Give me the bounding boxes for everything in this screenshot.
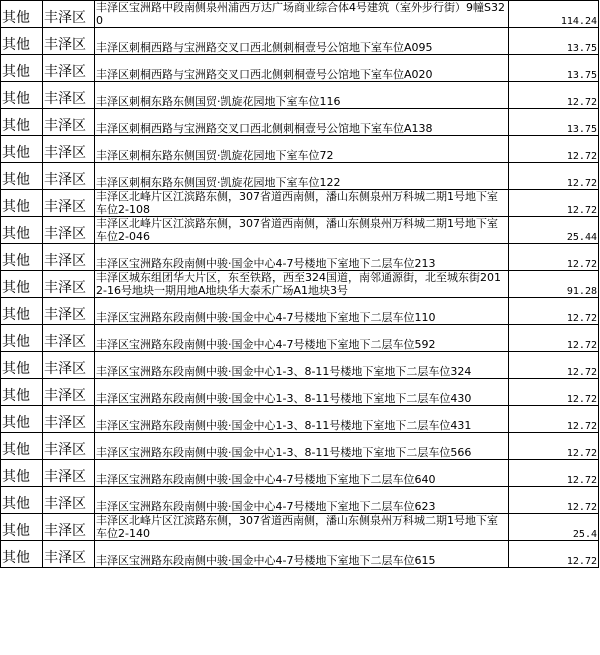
district-cell-text: 丰泽区 (44, 226, 86, 242)
area-cell (509, 298, 599, 325)
district-cell-text: 丰泽区 (44, 469, 86, 485)
address-cell (95, 460, 509, 487)
area-cell-text: 114.24 (560, 16, 597, 27)
address-cell (95, 109, 509, 136)
area-cell (509, 325, 599, 352)
table-row (1, 271, 599, 298)
type-cell-text: 其他 (2, 469, 30, 485)
district-cell-text: 丰泽区 (44, 91, 86, 107)
district-cell-text: 丰泽区 (44, 253, 86, 269)
type-cell-text: 其他 (2, 334, 30, 350)
address-cell (95, 433, 509, 460)
type-cell-text: 其他 (2, 118, 30, 134)
type-cell-text: 其他 (2, 172, 30, 188)
type-cell-text: 其他 (2, 91, 30, 107)
address-cell-text: 丰泽区宝洲路东段南侧中骏·国金中心4-7号楼地下室地下二层车位640 (96, 473, 436, 486)
type-cell (1, 433, 43, 460)
type-cell-text: 其他 (2, 226, 30, 242)
type-cell-text: 其他 (2, 280, 30, 296)
type-cell (1, 271, 43, 298)
area-cell (509, 82, 599, 109)
type-cell-text: 其他 (2, 496, 30, 512)
type-cell (1, 541, 43, 568)
district-cell-text: 丰泽区 (44, 199, 86, 215)
type-cell (1, 352, 43, 379)
area-cell-text: 12.72 (566, 556, 597, 567)
address-cell-text: 丰泽区北峰片区江滨路东侧，307省道西南侧，潘山东侧泉州万科城二期1号地下室车位2-046 (96, 217, 498, 243)
address-cell (95, 136, 509, 163)
area-cell (509, 460, 599, 487)
type-cell (1, 325, 43, 352)
district-cell-text: 丰泽区 (44, 496, 86, 512)
district-cell (43, 433, 95, 460)
district-cell (43, 406, 95, 433)
district-cell-text: 丰泽区 (44, 307, 86, 323)
district-cell-text: 丰泽区 (44, 415, 86, 431)
area-cell-text: 12.72 (566, 340, 597, 351)
address-cell-text: 丰泽区宝洲路东段南侧中骏·国金中心1-3、8-11号楼地下室地下二层车位431 (96, 419, 472, 432)
area-cell-text: 12.72 (566, 151, 597, 162)
area-cell (509, 487, 599, 514)
district-cell-text: 丰泽区 (44, 37, 86, 53)
district-cell (43, 541, 95, 568)
type-cell-text: 其他 (2, 253, 30, 269)
table-row (1, 460, 599, 487)
type-cell (1, 190, 43, 217)
area-cell (509, 1, 599, 28)
type-cell-text: 其他 (2, 64, 30, 80)
type-cell-text: 其他 (2, 37, 30, 53)
address-cell-text: 丰泽区刺桐西路与宝洲路交叉口西北侧刺桐壹号公馆地下室车位A020 (96, 68, 433, 81)
address-cell (95, 244, 509, 271)
area-cell-text: 12.72 (566, 502, 597, 513)
address-cell (95, 1, 509, 28)
area-cell-text: 12.72 (566, 475, 597, 486)
table-row (1, 109, 599, 136)
area-cell (509, 109, 599, 136)
type-cell-text: 其他 (2, 361, 30, 377)
area-cell (509, 136, 599, 163)
district-cell (43, 82, 95, 109)
type-cell (1, 109, 43, 136)
table-row (1, 406, 599, 433)
area-cell-text: 12.72 (566, 205, 597, 216)
type-cell-text: 其他 (2, 145, 30, 161)
district-cell-text: 丰泽区 (44, 280, 86, 296)
district-cell (43, 136, 95, 163)
address-cell-text: 丰泽区宝洲路东段南侧中骏·国金中心4-7号楼地下室地下二层车位592 (96, 338, 436, 351)
table-row (1, 541, 599, 568)
address-cell (95, 55, 509, 82)
district-cell-text: 丰泽区 (44, 10, 86, 26)
area-cell (509, 406, 599, 433)
area-cell (509, 217, 599, 244)
type-cell-text: 其他 (2, 442, 30, 458)
area-cell-text: 12.72 (566, 178, 597, 189)
address-cell-text: 丰泽区宝洲路东段南侧中骏·国金中心1-3、8-11号楼地下室地下二层车位430 (96, 392, 472, 405)
district-cell-text: 丰泽区 (44, 145, 86, 161)
table-row (1, 487, 599, 514)
table-row (1, 55, 599, 82)
district-cell-text: 丰泽区 (44, 442, 86, 458)
type-cell (1, 460, 43, 487)
area-cell-text: 25.44 (566, 232, 597, 243)
address-cell (95, 217, 509, 244)
district-cell-text: 丰泽区 (44, 361, 86, 377)
type-cell (1, 217, 43, 244)
area-cell (509, 541, 599, 568)
type-cell-text: 其他 (2, 199, 30, 215)
type-cell (1, 1, 43, 28)
type-cell (1, 55, 43, 82)
address-cell-text: 丰泽区宝洲路东段南侧中骏·国金中心4-7号楼地下室地下二层车位110 (96, 311, 436, 324)
area-cell-text: 12.72 (566, 394, 597, 405)
table-row (1, 433, 599, 460)
district-cell-text: 丰泽区 (44, 523, 86, 539)
table-row (1, 163, 599, 190)
type-cell-text: 其他 (2, 388, 30, 404)
address-cell-text: 丰泽区刺桐西路与宝洲路交叉口西北侧刺桐壹号公馆地下室车位A095 (96, 41, 433, 54)
area-cell-text: 12.72 (566, 367, 597, 378)
district-cell (43, 352, 95, 379)
district-cell-text: 丰泽区 (44, 64, 86, 80)
table-row (1, 82, 599, 109)
district-cell (43, 460, 95, 487)
district-cell-text: 丰泽区 (44, 334, 86, 350)
area-cell (509, 163, 599, 190)
table-row (1, 28, 599, 55)
type-cell (1, 136, 43, 163)
address-cell-text: 丰泽区刺桐东路东侧国贸·凯旋花园地下室车位122 (96, 176, 341, 189)
district-cell (43, 271, 95, 298)
district-cell (43, 1, 95, 28)
area-cell-text: 13.75 (566, 43, 597, 54)
type-cell-text: 其他 (2, 550, 30, 566)
area-cell-text: 13.75 (566, 124, 597, 135)
address-cell-text: 丰泽区城东组团华大片区，东至铁路，西至324国道，南邻通源街，北至城东街2012-16号地块一期用地A地块华大泰禾广场A1地块3号 (96, 271, 501, 297)
address-cell (95, 514, 509, 541)
address-cell (95, 298, 509, 325)
type-cell (1, 244, 43, 271)
area-cell-text: 12.72 (566, 448, 597, 459)
area-cell (509, 244, 599, 271)
district-cell (43, 487, 95, 514)
area-cell (509, 379, 599, 406)
type-cell-text: 其他 (2, 10, 30, 26)
district-cell (43, 325, 95, 352)
address-cell (95, 28, 509, 55)
address-cell (95, 163, 509, 190)
district-cell (43, 28, 95, 55)
district-cell-text: 丰泽区 (44, 550, 86, 566)
area-cell (509, 190, 599, 217)
type-cell (1, 406, 43, 433)
address-cell-text: 丰泽区刺桐东路东侧国贸·凯旋花园地下室车位72 (96, 149, 334, 162)
address-cell (95, 352, 509, 379)
address-cell (95, 406, 509, 433)
type-cell-text: 其他 (2, 415, 30, 431)
table-row (1, 514, 599, 541)
area-cell (509, 352, 599, 379)
address-cell (95, 541, 509, 568)
area-cell-text: 13.75 (566, 70, 597, 81)
district-cell-text: 丰泽区 (44, 172, 86, 188)
district-cell-text: 丰泽区 (44, 388, 86, 404)
table-row (1, 325, 599, 352)
area-cell (509, 271, 599, 298)
address-cell-text: 丰泽区北峰片区江滨路东侧，307省道西南侧，潘山东侧泉州万科城二期1号地下室车位2-140 (96, 514, 498, 540)
address-cell-text: 丰泽区北峰片区江滨路东侧，307省道西南侧，潘山东侧泉州万科城二期1号地下室车位2-108 (96, 190, 498, 216)
area-cell-text: 12.72 (566, 259, 597, 270)
address-cell (95, 487, 509, 514)
table-row (1, 379, 599, 406)
area-cell-text: 12.72 (566, 313, 597, 324)
table-row (1, 1, 599, 28)
table-row (1, 136, 599, 163)
area-cell (509, 514, 599, 541)
type-cell (1, 163, 43, 190)
district-cell (43, 55, 95, 82)
district-cell (43, 514, 95, 541)
district-cell (43, 190, 95, 217)
district-cell (43, 298, 95, 325)
area-cell (509, 55, 599, 82)
address-cell-text: 丰泽区刺桐西路与宝洲路交叉口西北侧刺桐壹号公馆地下室车位A138 (96, 122, 433, 135)
area-cell (509, 433, 599, 460)
table-row (1, 298, 599, 325)
district-cell (43, 217, 95, 244)
address-cell-text: 丰泽区宝洲路东段南侧中骏·国金中心4-7号楼地下室地下二层车位615 (96, 554, 436, 567)
table-row (1, 217, 599, 244)
district-cell (43, 163, 95, 190)
address-cell-text: 丰泽区宝洲路东段南侧中骏·国金中心1-3、8-11号楼地下室地下二层车位324 (96, 365, 472, 378)
address-cell (95, 82, 509, 109)
district-cell-text: 丰泽区 (44, 118, 86, 134)
type-cell (1, 298, 43, 325)
district-cell (43, 244, 95, 271)
district-cell (43, 109, 95, 136)
address-cell (95, 190, 509, 217)
type-cell (1, 379, 43, 406)
table-row (1, 190, 599, 217)
area-cell-text: 91.28 (566, 286, 597, 297)
address-cell-text: 丰泽区宝洲路中段南侧泉州浦西万达广场商业综合体4号建筑（室外步行街）9幢S320 (96, 1, 505, 27)
type-cell-text: 其他 (2, 307, 30, 323)
area-cell-text: 12.72 (566, 97, 597, 108)
address-cell (95, 325, 509, 352)
table-row (1, 352, 599, 379)
table-row (1, 244, 599, 271)
address-cell (95, 379, 509, 406)
address-cell-text: 丰泽区宝洲路东段南侧中骏·国金中心4-7号楼地下室地下二层车位213 (96, 257, 436, 270)
type-cell-text: 其他 (2, 523, 30, 539)
address-cell (95, 271, 509, 298)
address-cell-text: 丰泽区刺桐东路东侧国贸·凯旋花园地下室车位116 (96, 95, 341, 108)
address-cell-text: 丰泽区宝洲路东段南侧中骏·国金中心1-3、8-11号楼地下室地下二层车位566 (96, 446, 472, 459)
type-cell (1, 487, 43, 514)
area-cell-text: 25.4 (572, 529, 597, 540)
district-cell (43, 379, 95, 406)
area-cell-text: 12.72 (566, 421, 597, 432)
type-cell (1, 82, 43, 109)
address-cell-text: 丰泽区宝洲路东段南侧中骏·国金中心4-7号楼地下室地下二层车位623 (96, 500, 436, 513)
type-cell (1, 514, 43, 541)
table-body (1, 1, 599, 568)
area-cell (509, 28, 599, 55)
type-cell (1, 28, 43, 55)
